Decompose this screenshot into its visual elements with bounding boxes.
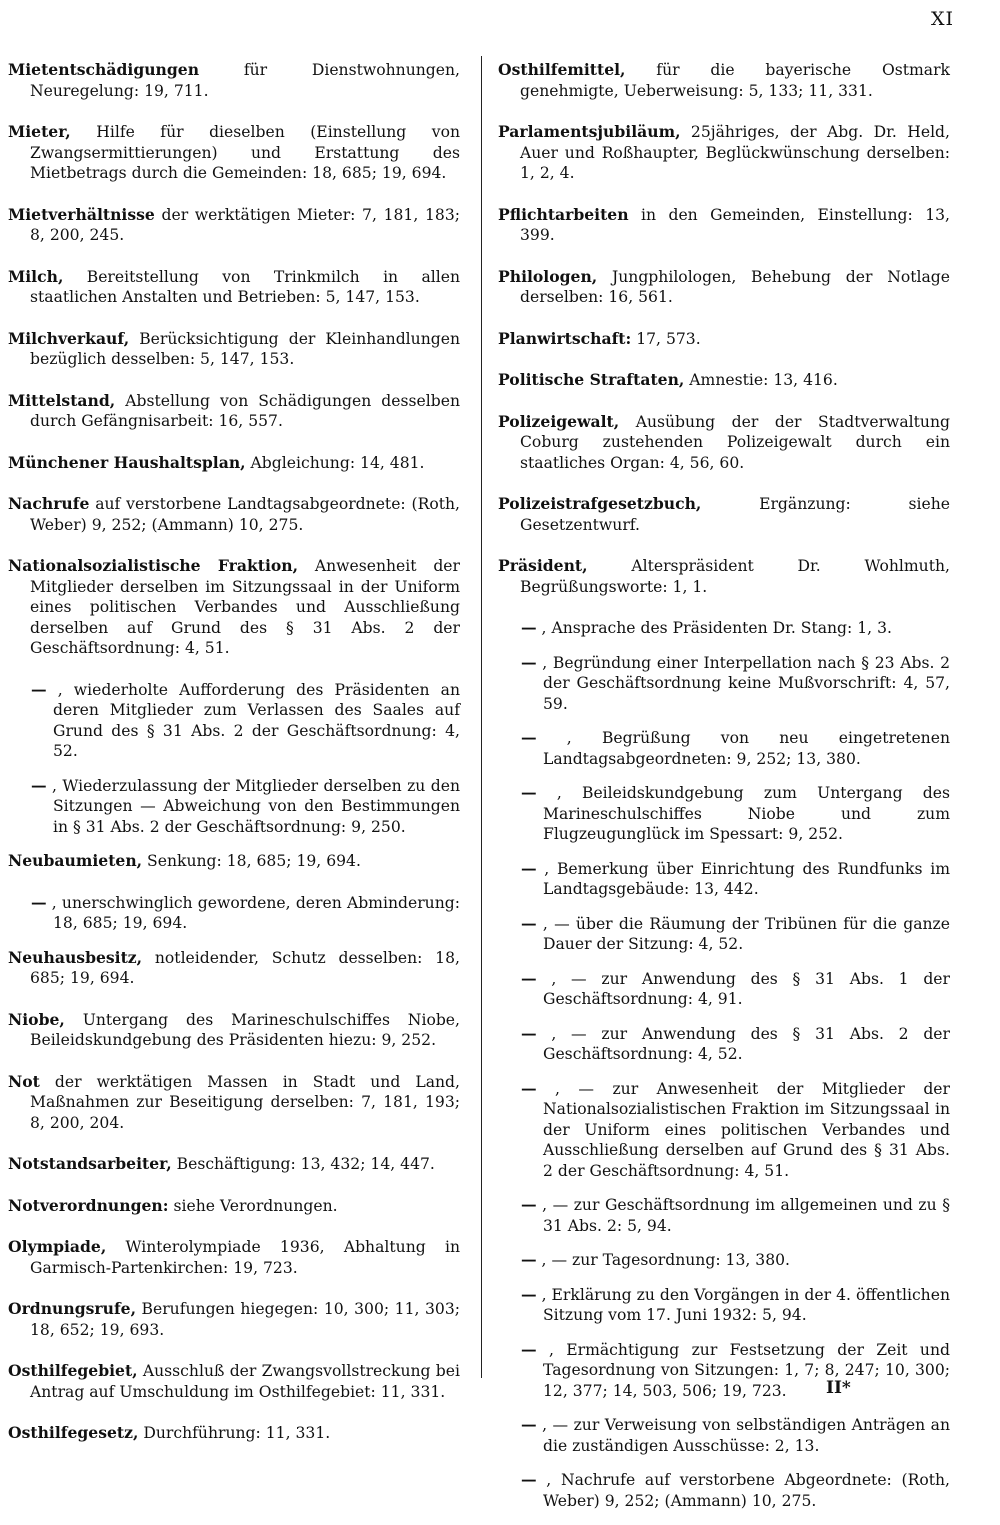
entry-text: , — zur Anwesenheit der Mitglieder der Nationalsozialistischen Fraktion im Sitzungssaal in der Uniform eines politischen Verbandes und Ausschließung derselben auf Grund des § 31 Abs. 2 der Geschäftsordnung: 4, 51.	[536, 1079, 950, 1180]
index-entry	[498, 205, 950, 246]
index-entry	[498, 1195, 950, 1236]
index-entry	[8, 948, 460, 989]
entry-heading: —	[521, 618, 537, 637]
index-entry	[498, 122, 950, 184]
entry-text: , Begrüßung von neu eingetretenen Landtagsabgeordneten: 9, 252; 13, 380.	[536, 729, 950, 768]
entry-heading: —	[521, 1250, 537, 1269]
entry-heading: —	[521, 783, 537, 802]
index-entry	[498, 329, 950, 350]
entry-heading: Notverordnungen:	[8, 1195, 169, 1215]
entry-heading: Not	[8, 1071, 40, 1091]
index-entry	[498, 728, 950, 769]
entry-text: für Dienstwohnungen, Neuregelung: 19, 711.	[30, 61, 460, 100]
index-entry	[8, 1423, 460, 1444]
entry-text: Ergänzung: siehe Gesetzentwurf.	[520, 495, 950, 534]
entry-heading: Osthilfegebiet,	[8, 1361, 138, 1380]
entry-heading: —	[521, 1339, 537, 1359]
entry-heading: Osthilfegesetz,	[8, 1423, 139, 1442]
entry-text: , Ansprache des Präsidenten Dr. Stang: 1, 3.	[536, 619, 892, 637]
entry-text: Senkung: 18, 685; 19, 694.	[142, 852, 361, 870]
entry-text: 17, 573.	[631, 329, 701, 348]
entry-text: der werktätigen Massen in Stadt und Land, Maßnahmen zur Beseitigung derselben: 7, 181, 193; 8, 200, 204.	[30, 1072, 460, 1132]
entry-heading: —	[521, 728, 537, 747]
index-entry	[498, 1079, 950, 1182]
entry-text: , Wiederzulassung der Mitglieder derselben zu den Sitzungen — Abweichung von den Bestimmungen in § 31 Abs. 2 der Geschäftsordnung: 9, 250.	[46, 776, 460, 836]
entry-heading: —	[521, 913, 537, 933]
entry-heading: Neuhausbesitz,	[8, 947, 143, 967]
entry-text: auf verstorbene Landtagsabgeordnete: (Roth, Weber) 9, 252; (Ammann) 10, 275.	[30, 495, 460, 534]
index-entry	[498, 556, 950, 597]
index-entry	[498, 1024, 950, 1065]
index-entry	[8, 1072, 460, 1134]
entry-text: 25jähriges, der Abg. Dr. Held, Auer und Roßhaupter, Beglückwünschung derselben: 1, 2, 4.	[520, 123, 950, 182]
entry-heading: Osthilfemittel,	[498, 60, 626, 79]
entry-text: Abgleichung: 14, 481.	[245, 453, 425, 472]
entry-text: , — zur Anwendung des § 31 Abs. 2 der Geschäftsordnung: 4, 52.	[536, 1024, 950, 1063]
entry-heading: Olympiade,	[8, 1237, 107, 1256]
entry-text: , — zur Verweisung von selbständigen Anträgen an die zuständigen Ausschüsse: 2, 13.	[536, 1416, 950, 1455]
entry-heading: Präsident,	[498, 556, 588, 575]
index-entry	[8, 1361, 460, 1402]
index-entry	[498, 494, 950, 535]
index-entry	[498, 1250, 950, 1271]
entry-text: , — über die Räumung der Tribünen für die ganze Dauer der Sitzung: 4, 52.	[536, 914, 950, 953]
page-number: XI	[930, 8, 954, 30]
entry-heading: —	[521, 858, 537, 878]
index-entry	[8, 556, 460, 659]
entry-text: , unerschwinglich gewordene, deren Abminderung: 18, 685; 19, 694.	[46, 893, 460, 932]
entry-heading: —	[521, 1023, 537, 1043]
index-entry	[498, 60, 950, 101]
entry-text: , Begründung einer Interpellation nach § 23 Abs. 2 der Geschäftsordnung keine Mußvorschrift: 4, 57, 59.	[536, 653, 950, 713]
entry-heading: Nationalsozialistische Fraktion,	[8, 556, 299, 575]
index-entry	[498, 783, 950, 845]
entry-heading: Nachrufe	[8, 494, 90, 513]
index-entry	[8, 1154, 460, 1175]
right-column	[498, 60, 950, 1525]
index-entry	[8, 391, 460, 432]
entry-heading: Philologen,	[498, 266, 598, 286]
entry-heading: Mietentschädigungen	[8, 60, 200, 79]
entry-text: siehe Verordnungen.	[168, 1196, 338, 1215]
entry-text: Amnestie: 13, 416.	[684, 371, 838, 389]
entry-heading: Planwirtschaft:	[498, 328, 632, 348]
entry-heading: —	[521, 652, 537, 672]
entry-heading: —	[521, 1195, 537, 1214]
entry-text: , Nachrufe auf verstorbene Abgeordnete: (Roth, Weber) 9, 252; (Ammann) 10, 275.	[536, 1471, 950, 1510]
entry-text: , Erklärung zu den Vorgängen in der 4. öffentlichen Sitzung vom 17. Juni 1932: 5, 94.	[536, 1285, 950, 1324]
index-entry	[8, 60, 460, 101]
entry-text: Hilfe für dieselben (Einstellung von Zwangsermittierungen) und Erstattung des Mietbetrags durch die Gemeinden: 18, 685; 19, 694.	[30, 123, 460, 182]
entry-heading: Neubaumieten,	[8, 851, 143, 870]
entry-text: Anwesenheit der Mitglieder derselben im Sitzungssaal in der Uniform eines politischen Verbandes und Ausschließung derselben auf Grund des § 31 Abs. 2 der Geschäftsordnung: 4, 51.	[30, 557, 460, 657]
index-entry	[8, 1010, 460, 1051]
index-entry	[8, 122, 460, 184]
index-entry	[8, 776, 460, 838]
index-entry	[498, 370, 950, 391]
entry-heading: Ordnungsrufe,	[8, 1299, 137, 1318]
entry-text: der werktätigen Mieter: 7, 181, 183; 8, 200, 245.	[30, 205, 460, 244]
entry-text: Durchführung: 11, 331.	[138, 1424, 331, 1442]
entry-text: Alterspräsident Dr. Wohlmuth, Begrüßungsworte: 1, 1.	[520, 557, 950, 596]
entry-heading: Notstandsarbeiter,	[8, 1154, 172, 1173]
entry-heading: Milch,	[8, 266, 64, 286]
index-entry	[8, 851, 460, 872]
entry-heading: Polizeistrafgesetzbuch,	[498, 494, 702, 513]
entry-text: notleidender, Schutz desselben: 18, 685; 19, 694.	[30, 948, 460, 987]
entry-text: , Ermächtigung zur Festsetzung der Zeit und Tagesordnung von Sitzungen: 1, 7; 8, 247; 10, 300; 12, 377; 14, 503, 506; 19, 723.	[536, 1340, 950, 1400]
entry-heading: Mittelstand,	[8, 390, 116, 410]
entry-text: in den Gemeinden, Einstellung: 13, 399.	[520, 205, 950, 244]
entry-heading: Münchener Haushaltsplan,	[8, 452, 246, 472]
entry-text: Bereitstellung von Trinkmilch in allen staatlichen Anstalten und Betrieben: 5, 147, 153.	[30, 267, 460, 306]
index-entry	[498, 1285, 950, 1326]
entry-text: Berufungen hiegegen: 10, 300; 11, 303; 18, 652; 19, 693.	[30, 1300, 460, 1339]
index-entry	[8, 205, 460, 246]
index-entry	[498, 653, 950, 715]
entry-text: Berücksichtigung der Kleinhandlungen bezüglich desselben: 5, 147, 153.	[30, 329, 460, 368]
index-entry	[8, 1196, 460, 1217]
index-entry	[8, 329, 460, 370]
entry-heading: Polizeigewalt,	[498, 411, 620, 431]
entry-text: Jungphilologen, Behebung der Notlage derselben: 16, 561.	[520, 267, 950, 306]
entry-text: Abstellung von Schädigungen desselben durch Gefängnisarbeit: 16, 557.	[30, 391, 460, 430]
entry-heading: —	[521, 1284, 537, 1304]
entry-heading: Mieter,	[8, 122, 71, 141]
index-entry	[498, 1340, 950, 1402]
index-entry	[8, 1237, 460, 1278]
entry-heading: Parlamentsjubiläum,	[498, 122, 681, 141]
entry-heading: Mietverhältnisse	[8, 204, 155, 224]
entry-text: Untergang des Marineschulschiffes Niobe, Beileidskundgebung des Präsidenten hiezu: 9, 252.	[30, 1010, 460, 1049]
entry-heading: —	[521, 1470, 537, 1489]
left-column	[8, 60, 460, 1465]
index-entry	[8, 494, 460, 535]
entry-text: für die bayerische Ostmark genehmigte, Ueberweisung: 5, 133; 11, 331.	[520, 61, 950, 100]
entry-heading: Milchverkauf,	[8, 328, 130, 348]
index-entry	[498, 1415, 950, 1456]
entry-text: Ausübung der der Stadtverwaltung Coburg zustehenden Polizeigewalt durch ein staatliches Organ: 4, 56, 60.	[520, 412, 950, 472]
entry-heading: Niobe,	[8, 1009, 65, 1029]
entry-heading: —	[31, 892, 47, 912]
printer-signature: II*	[826, 1378, 851, 1398]
entry-text: , — zur Geschäftsordnung im allgemeinen und zu § 31 Abs. 2: 5, 94.	[536, 1196, 950, 1235]
entry-text: , Beileidskundgebung zum Untergang des Marineschulschiffes Niobe und zum Flugzeugunglück im Spessart: 9, 252.	[536, 784, 950, 843]
index-entry	[498, 914, 950, 955]
entry-heading: —	[31, 775, 47, 795]
entry-text: , Bemerkung über Einrichtung des Rundfunks im Landtagsgebäude: 13, 442.	[536, 859, 950, 898]
index-entry	[8, 893, 460, 934]
entry-heading: —	[521, 1078, 537, 1098]
index-entry	[498, 969, 950, 1010]
entry-heading: —	[31, 679, 47, 699]
index-entry	[498, 618, 950, 639]
index-entry	[498, 859, 950, 900]
entry-text: , — zur Anwendung des § 31 Abs. 1 der Geschäftsordnung: 4, 91.	[536, 969, 950, 1008]
index-entry	[8, 453, 460, 474]
index-entry	[498, 412, 950, 474]
index-entry	[8, 267, 460, 308]
index-entry	[8, 1299, 460, 1340]
entry-heading: —	[521, 968, 537, 988]
entry-text: , — zur Tagesordnung: 13, 380.	[536, 1251, 791, 1269]
index-entry	[8, 680, 460, 762]
entry-heading: Politische Straftaten,	[498, 370, 685, 389]
index-entry	[498, 1470, 950, 1511]
index-entry	[498, 267, 950, 308]
entry-text: Beschäftigung: 13, 432; 14, 447.	[171, 1155, 435, 1173]
entry-text: Ausschluß der Zwangsvollstreckung bei Antrag auf Umschuldung im Osthilfegebiet: 11, 331.	[30, 1362, 460, 1401]
entry-heading: —	[521, 1415, 537, 1434]
entry-text: Winterolympiade 1936, Abhaltung in Garmisch-Partenkirchen: 19, 723.	[30, 1238, 460, 1277]
entry-text: , wiederholte Aufforderung des Präsidenten an deren Mitglieder zum Verlassen des Saales auf Grund des § 31 Abs. 2 der Geschäftsordnung: 4, 52.	[46, 680, 460, 760]
column-divider	[481, 56, 482, 1378]
entry-heading: Pflichtarbeiten	[498, 204, 629, 224]
